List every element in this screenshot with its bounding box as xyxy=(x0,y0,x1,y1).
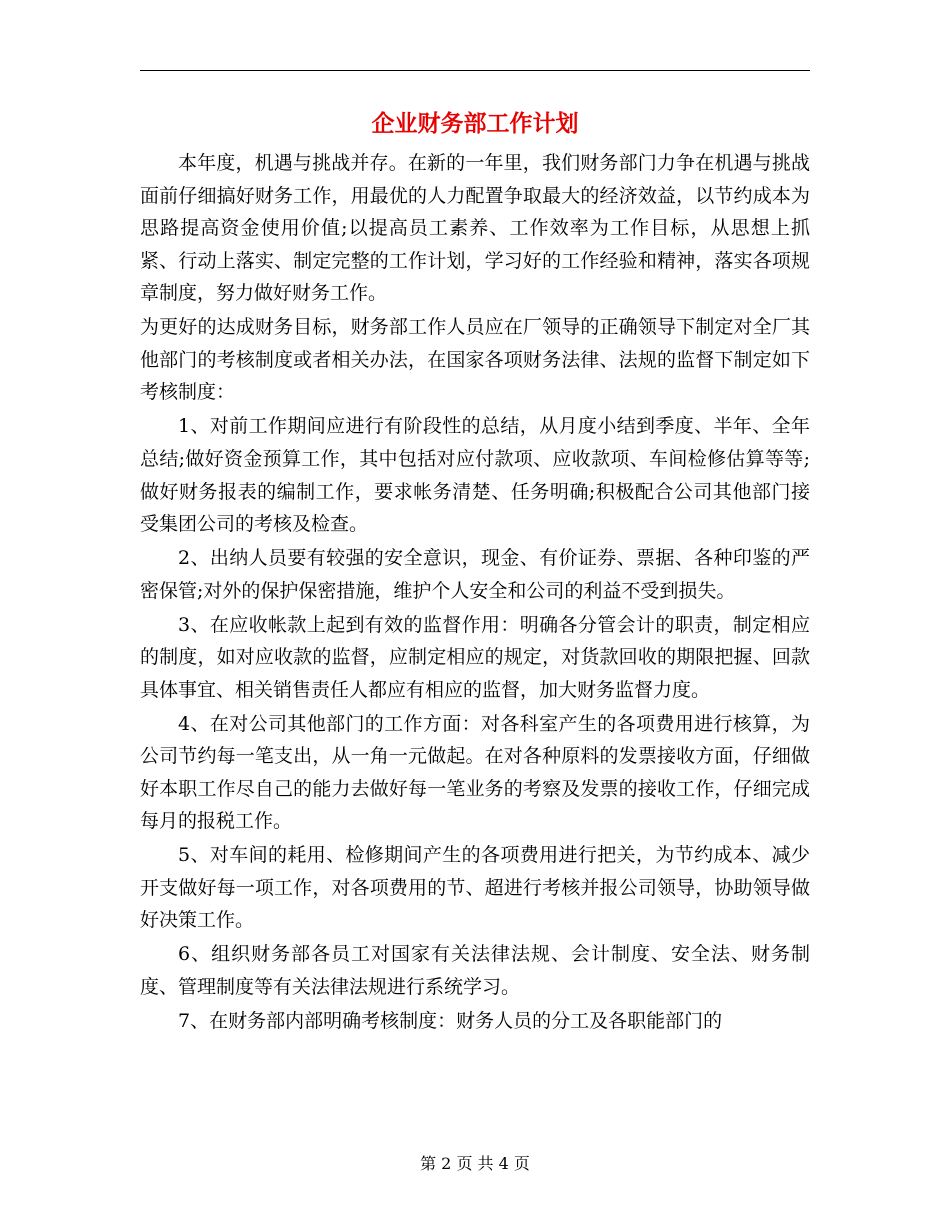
paragraph-intro: 本年度，机遇与挑战并存。在新的一年里，我们财务部门力争在机遇与挑战面前仔细搞好财务工作，用最优的人力配置争取最大的经济效益，以节约成本为思路提高资金使用价值;以提高员工素养、工作效率为工作目标，从思想上抓紧、行动上落实、制定完整的工作计划，学习好的工作经验和精神，落实各项规章制度，努力做好财务工作。 xyxy=(140,152,810,305)
paragraph-item-5: 5、对车间的耗用、检修期间产生的各项费用进行把关，为节约成本、减少开支做好每一项工作，对各项费用的节、超进行考核并报公司领导，协助领导做好决策工作。 xyxy=(140,844,810,932)
paragraph-item-3: 3、在应收帐款上起到有效的监督作用：明确各分管会计的职责，制定相应的制度，如对应收款的监督，应制定相应的规定，对货款回收的期限把握、回款具体事宜、相关销售责任人都应有相应的监督，加大财务监督力度。 xyxy=(140,613,810,701)
document-body xyxy=(140,147,810,1039)
document-title: 企业财务部工作计划 xyxy=(371,110,579,137)
footer-prefix: 第 xyxy=(420,1154,437,1173)
page-footer xyxy=(140,1152,810,1176)
paragraph-item-6: 6、组织财务部各员工对国家有关法律法规、会计制度、安全法、财务制度、管理制度等有关法律法规进行系统学习。 xyxy=(140,943,810,998)
footer-current-page: 2 xyxy=(441,1154,452,1173)
paragraph-item-4: 4、在对公司其他部门的工作方面：对各科室产生的各项费用进行核算，为公司节约每一笔支出，从一角一元做起。在对各种原料的发票接收方面，仔细做好本职工作尽自己的能力去做好每一笔业务的考察及发票的接收工作，仔细完成每月的报税工作。 xyxy=(140,712,810,833)
footer-suffix: 页 xyxy=(513,1154,530,1173)
footer-mid: 页 共 xyxy=(456,1154,494,1173)
footer-total-pages: 4 xyxy=(498,1154,509,1173)
paragraph-item-7: 7、在财务部内部明确考核制度：财务人员的分工及各职能部门的 xyxy=(178,1009,723,1032)
paragraph-item-2: 2、出纳人员要有较强的安全意识，现金、有价证券、票据、各种印鉴的严密保管;对外的保护保密措施，维护个人安全和公司的利益不受到损失。 xyxy=(140,547,810,602)
paragraph-item-1: 1、对前工作期间应进行有阶段性的总结，从月度小结到季度、半年、全年总结;做好资金预算工作，其中包括对应付款项、应收款项、车间检修估算等等;做好财务报表的编制工作，要求帐务清楚、任务明确;积极配合公司其他部门接受集团公司的考核及检查。 xyxy=(140,415,810,536)
paragraph-purpose: 为更好的达成财务目标，财务部工作人员应在厂领导的正确领导下制定对全厂其他部门的考核制度或者相关办法，在国家各项财务法律、法规的监督下制定如下考核制度： xyxy=(140,316,810,404)
header-rule xyxy=(140,70,810,71)
